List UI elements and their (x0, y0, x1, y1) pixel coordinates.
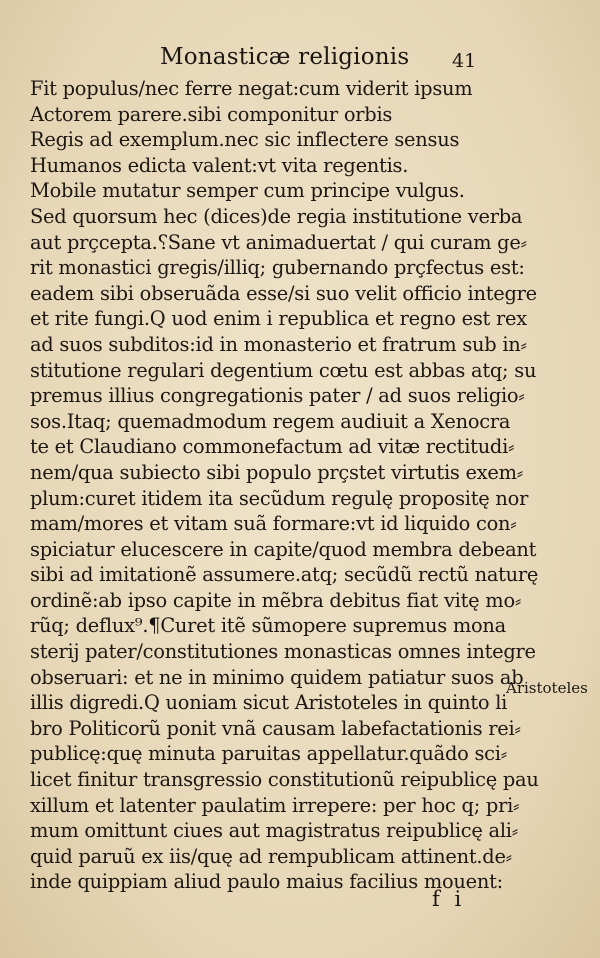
text-line: obseruari: et ne in minimo quidem patiatur suos ab (30, 665, 524, 689)
text-line: quid paruũ ex iis/quę ad rempublicam attinent.de⸗ (30, 844, 512, 868)
text-line: Humanos edicta valent:vt vita regentis. (30, 153, 409, 177)
text-line: inde quippiam aliud paulo maius facilius mouent: (30, 870, 503, 894)
text-line: rũq; deflux⁹.¶Curet itẽ sũmopere supremus mona (30, 614, 506, 638)
text-line: et rite fungi.Q uod enim i republica et regno est rex (30, 307, 527, 331)
text-line: Sed quorsum hec (dices)de regia institutione verba (30, 204, 523, 228)
text-line: stitutione regulari degentium cœtu est abbas atq; su (30, 358, 537, 382)
running-head: Monasticæ religionis (160, 44, 410, 70)
text-line: spiciatur elucescere in capite/quod membra debeant (30, 537, 537, 561)
text-block (30, 76, 539, 895)
text-line: illis digredi.Q uoniam sicut Aristoteles in quinto li (30, 691, 508, 715)
text-line: xillum et latenter paulatim irrepere: per hoc q; pri⸗ (30, 793, 520, 817)
text-line: publicę:quę minuta paruitas appellatur.quãdo sci⸗ (30, 742, 507, 766)
text-line: plum:curet itidem ita secũdum regulę propositę nor (30, 486, 529, 510)
text-line: ad suos subditos:id in monasterio et fratrum sub in⸗ (30, 332, 527, 356)
marginal-note: Aristoteles (506, 679, 588, 697)
text-line: sos.Itaq; quemadmodum regem audiuit a Xenocra (30, 409, 511, 433)
text-line: nem/qua subiecto sibi populo prçstet virtutis exem⸗ (30, 460, 523, 484)
signature-mark: f i (432, 887, 466, 911)
text-line: Actorem parere.sibi componitur orbis (30, 102, 393, 126)
text-line: te et Claudiano commonefactum ad vitæ rectitudi⸗ (30, 435, 515, 459)
text-line: premus illius congregationis pater / ad suos religio⸗ (30, 384, 525, 408)
text-line: mam/mores et vitam suã formare:vt id liquido con⸗ (30, 512, 517, 536)
text-line: Regis ad exemplum.nec sic inflectere sensus (30, 128, 460, 152)
text-line: aut prçcepta.⸮Sane vt animaduertat / qui curam ge⸗ (30, 230, 527, 254)
folio-number: 41 (452, 50, 477, 72)
text-line: sibi ad imitationẽ assumere.atq; secũdũ rectũ naturę (30, 563, 539, 587)
text-line: Fit populus/nec ferre negat:cum viderit ipsum (30, 77, 473, 100)
text-line: licet finitur transgressio constitutionũ reipublicę pau (30, 768, 539, 792)
text-line: Mobile mutatur semper cum principe vulgus. (30, 179, 465, 203)
text-line: ordinẽ:ab ipso capite in mẽbra debitus fiat vitę mo⸗ (30, 588, 522, 612)
text-line: rit monastici gregis/illiq; gubernando prçfectus est: (30, 256, 525, 280)
text-line: eadem sibi obseruãda esse/si suo velit officio integre (30, 281, 537, 305)
text-line: sterij pater/constitutiones monasticas omnes integre (30, 640, 536, 664)
text-line: mum omittunt ciues aut magistratus reipublicę ali⸗ (30, 819, 518, 843)
text-line: bro Politicorũ ponit vnã causam labefactationis rei⸗ (30, 716, 521, 740)
